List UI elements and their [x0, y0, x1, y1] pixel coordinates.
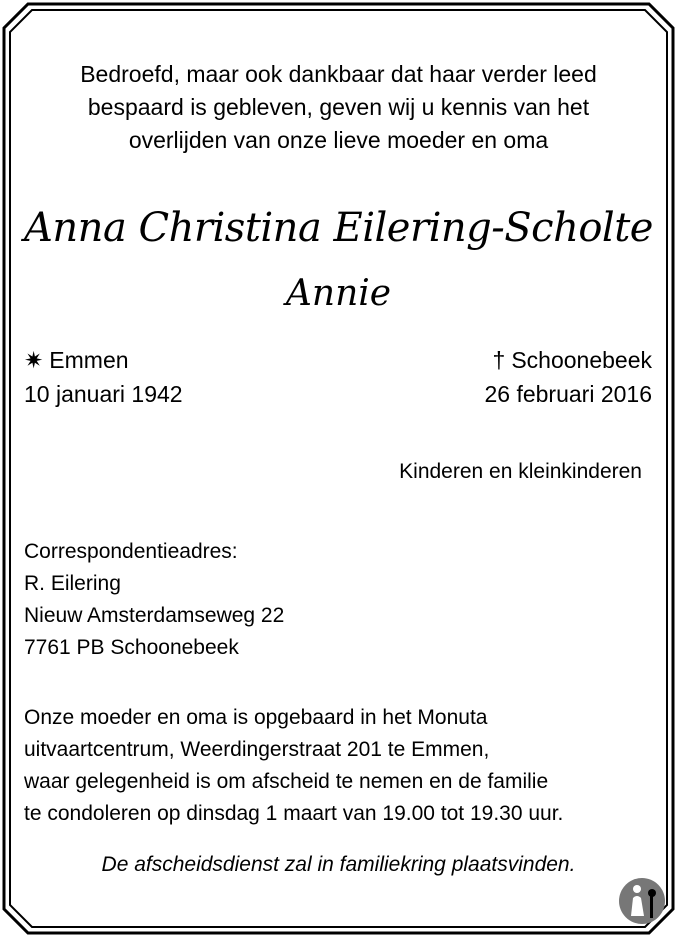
- birth-place: Emmen: [49, 347, 129, 373]
- signed-by: Kinderen en kleinkinderen: [399, 460, 642, 483]
- emblem-icon: [617, 876, 667, 926]
- intro-line: overlijden van onze lieve moeder en oma: [128, 127, 549, 153]
- intro-line: Bedroefd, maar ook dankbaar dat haar verder leed: [80, 61, 597, 87]
- death-place: Schoonebeek: [511, 347, 652, 373]
- info-line: uitvaartcentrum, Weerdingerstraat 201 te Emmen,: [24, 738, 490, 761]
- info-line: Onze moeder en oma is opgebaard in het Monuta: [24, 706, 488, 729]
- death-date: 26 februari 2016: [484, 381, 652, 407]
- birth-block: [24, 343, 183, 411]
- birth-date: 10 januari 1942: [24, 381, 183, 407]
- deceased-name: Anna Christina Eilering-Scholte: [24, 205, 653, 251]
- address-city: 7761 PB Schoonebeek: [24, 636, 239, 659]
- intro-text: [0, 58, 677, 157]
- info-line: te condoleren op dinsdag 1 maart van 19.00 tot 19.30 uur.: [24, 802, 564, 825]
- deceased-nickname: Annie: [285, 273, 392, 314]
- viewing-info: [24, 702, 563, 830]
- star-icon: ✷: [24, 347, 44, 373]
- address-name: R. Eilering: [24, 572, 121, 595]
- cross-icon: †: [492, 347, 506, 373]
- intro-line: bespaard is gebleven, geven wij u kennis van het: [87, 94, 590, 120]
- closing-line: De afscheidsdienst zal in familiekring plaatsvinden.: [101, 853, 576, 876]
- correspondence-address: [24, 536, 284, 664]
- info-line: waar gelegenheid is om afscheid te nemen en de familie: [24, 770, 549, 793]
- address-street: Nieuw Amsterdamseweg 22: [24, 604, 285, 627]
- address-label: Correspondentieadres:: [24, 540, 238, 563]
- death-block: [484, 343, 652, 411]
